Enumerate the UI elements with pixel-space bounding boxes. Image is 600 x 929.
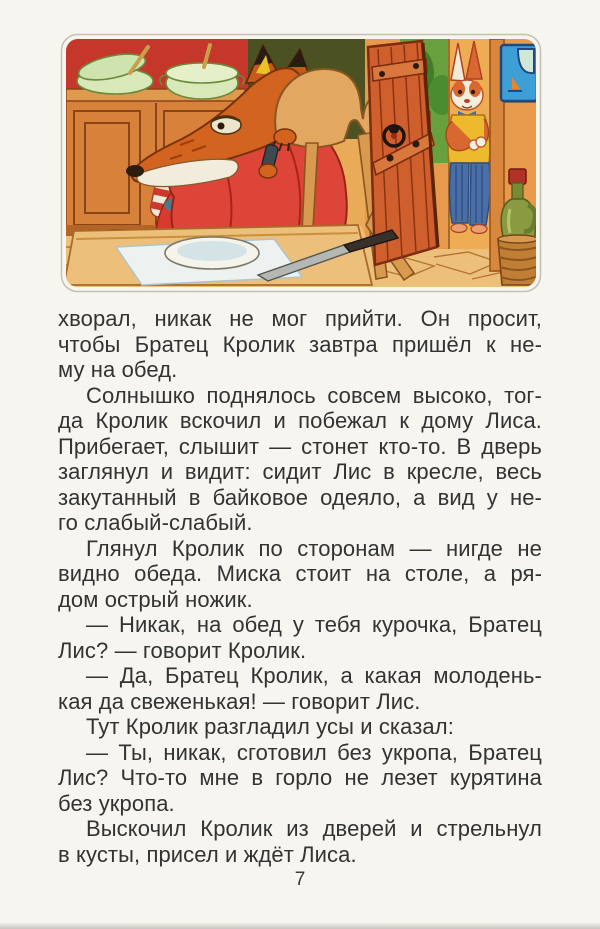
text-line: Лис? Что-то мне в горло не лезет курятина	[58, 765, 542, 790]
text-line: Тут Кролик разгладил усы и сказал:	[86, 714, 454, 739]
text-line: Глянул Кролик по сторонам — нигде не	[86, 535, 542, 561]
text-line: да Кролик вскочил и побежал к дому Лиса.	[58, 408, 542, 433]
text-line: без укропа.	[58, 790, 175, 816]
text-line: кая да свеженькая! — говорит Лис.	[58, 688, 421, 714]
text-line: го слабый-слабый.	[58, 510, 253, 535]
text-line: чтобы Братец Кролик завтра пришёл к не-	[58, 331, 542, 357]
text-line: видно обеда. Миска стоит на столе, а ря-	[58, 561, 542, 586]
text-line: Солнышко поднялось совсем высоко, тог-	[86, 382, 542, 408]
story-illustration	[60, 33, 542, 293]
table	[64, 225, 398, 285]
text-line: Прибегает, слышит — стонет кто-то. В дверь	[58, 433, 542, 459]
text-line: дом острый ножик.	[58, 586, 253, 612]
text-line: закутанный в байковое одеяло, а вид у не-	[58, 484, 542, 510]
text-line: — Ты, никак, сготовил без укропа, Братец	[86, 739, 542, 765]
text-line: в кусты, присел и ждёт Лиса.	[58, 841, 357, 867]
window-picture	[501, 45, 537, 103]
text-line: — Да, Братец Кролик, а какая молодень-	[86, 663, 542, 688]
text-line: хворал, никак не мог прийти. Он просит,	[58, 306, 542, 331]
page-edge-shadow	[0, 922, 600, 929]
text-line: — Никак, на обед у тебя курочка, Братец	[86, 612, 542, 637]
page-number: 7	[294, 869, 306, 890]
text-line: заглянул и видит: сидит Лис в кресле, весь	[58, 459, 542, 484]
text-line: Выскочил Кролик из дверей и стрельнул	[86, 816, 542, 841]
story-text	[58, 306, 542, 867]
illustration-canvas	[60, 33, 542, 293]
text-line: Лис? — говорит Кролик.	[58, 637, 307, 663]
text-line: му на обед.	[58, 357, 178, 382]
